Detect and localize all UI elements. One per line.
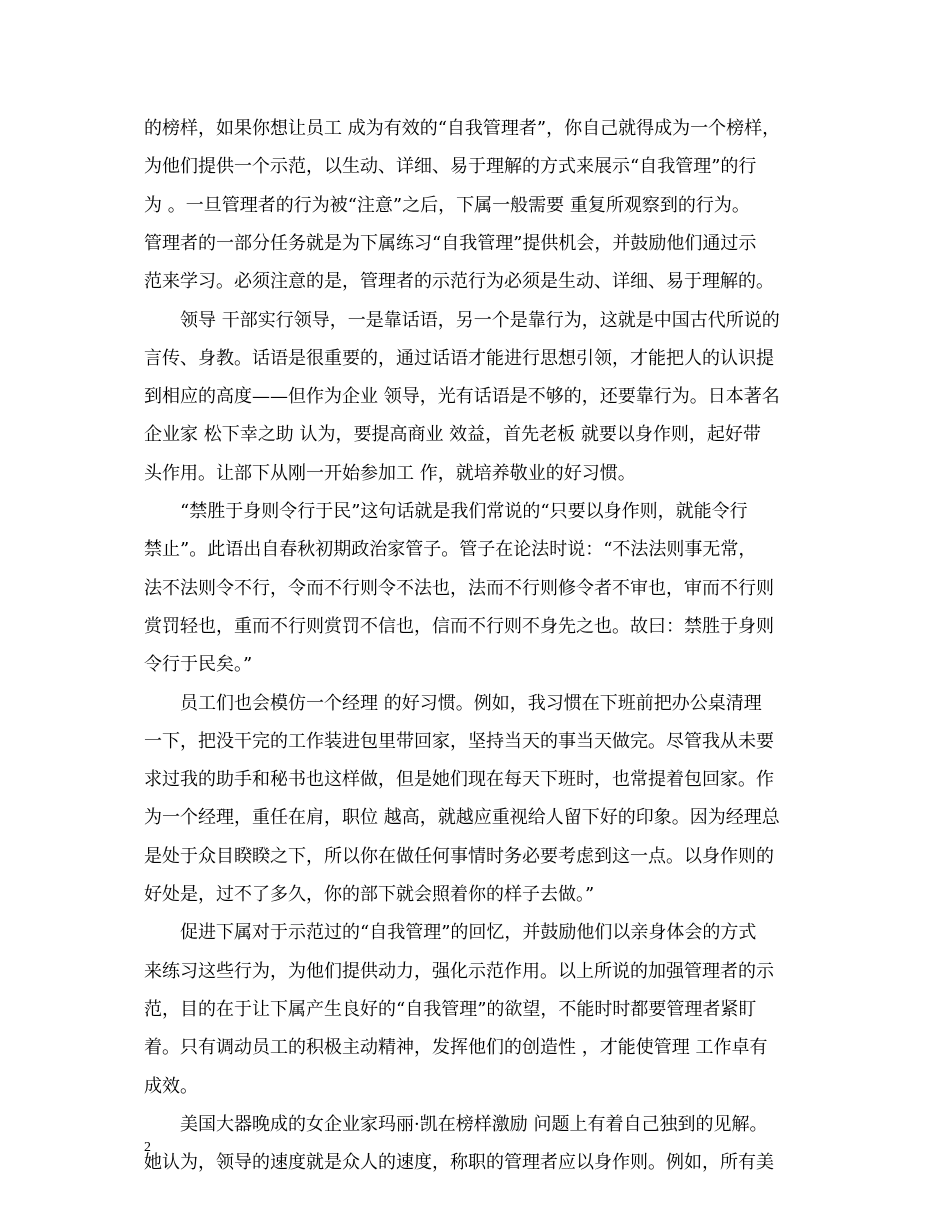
text-line: “禁胜于身则令行于民”这句话就是我们常说的“只要以身作则，就能令行: [144, 501, 748, 522]
text-line: 求过我的助手和秘书也这样做，但是她们现在每天下班时，也常提着包回家。作: [144, 769, 774, 790]
text-line: 来练习这些行为，为他们提供动力，强化示范作用。以上所说的加强管理者的示: [144, 961, 774, 982]
text-line: 为 。一旦管理者的行为被“注意”之后，下属一般需要 重复所观察到的行为。: [144, 195, 750, 216]
text-line: 令行于民矣。”: [144, 654, 253, 675]
text-line: 范，目的在于让下属产生良好的“自我管理”的欲望，不能时时都要管理者紧盯: [144, 999, 757, 1020]
text-line: 到相应的高度——但作为企业 领导，光有话语是不够的，还要靠行为。日本著名: [144, 386, 780, 407]
text-line: 企业家 松下幸之助 认为，要提高商业 效益，首先老板 就要以身作则，起好带: [144, 424, 761, 445]
text-line: 促进下属对于示范过的“自我管理”的回忆，并鼓励他们以亲身体会的方式: [144, 922, 757, 943]
text-line: 为他们提供一个示范，以生动、详细、易于理解的方式来展示“自我管理”的行: [144, 156, 757, 177]
text-line: 是处于众目睽睽之下，所以你在做任何事情时务必要考虑到这一点。以身作则的: [144, 846, 774, 867]
text-line: 着。只有调动员工的积极主动精神，发挥他们的创造性 ，才能使管理 工作卓有: [144, 1037, 768, 1058]
text-line: 她认为，领导的速度就是众人的速度，称职的管理者应以身作则。例如，所有美: [144, 1152, 774, 1173]
text-line: 法不法则令不行，令而不行则令不法也，法而不行则修令者不审也，审而不行则: [144, 578, 774, 599]
text-line: 一下，把没干完的工作装进包里带回家，坚持当天的事当天做完。尽管我从未要: [144, 731, 774, 752]
text-line: 美国大器晚成的女企业家玛丽·凯在榜样激励 问题上有着自己独到的见解。: [144, 1114, 768, 1135]
text-line: 的榜样，如果你想让员工 成为有效的“自我管理者”，你自己就得成为一个榜样，: [144, 118, 781, 139]
text-line: 为一个经理，重任在肩，职位 越高，就越应重视给人留下好的印象。因为经理总: [144, 807, 780, 828]
page-number: 2: [144, 1140, 151, 1155]
text-line: 成效。: [144, 1076, 198, 1097]
text-line: 禁止”。此语出自春秋初期政治家管子。管子在论法时说：“不法法则事无常，: [144, 539, 757, 560]
text-line: 言传、身教。话语是很重要的，通过话语才能进行思想引领，才能把人的认识提: [144, 348, 774, 369]
text-line: 领导 干部实行领导，一是靠话语，另一个是靠行为，这就是中国古代所说的: [144, 310, 780, 331]
text-line: 好处是，过不了多久，你的部下就会照着你的样子去做。”: [144, 884, 595, 905]
text-line: 头作用。让部下从刚一开始参加工 作，就培养敬业的好习惯。: [144, 463, 636, 484]
text-line: 管理者的一部分任务就是为下属练习“自我管理”提供机会，并鼓励他们通过示: [144, 233, 757, 254]
text-line: 赏罚轻也，重而不行则赏罚不信也，信而不行则不身先之也。故曰：禁胜于身则: [144, 616, 774, 637]
text-line: 范来学习。必须注意的是，管理者的示范行为必须是生动、详细、易于理解的。: [144, 271, 774, 292]
text-line: 员工们也会模仿一个经理 的好习惯。例如，我习惯在下班前把办公桌清理: [144, 693, 762, 714]
